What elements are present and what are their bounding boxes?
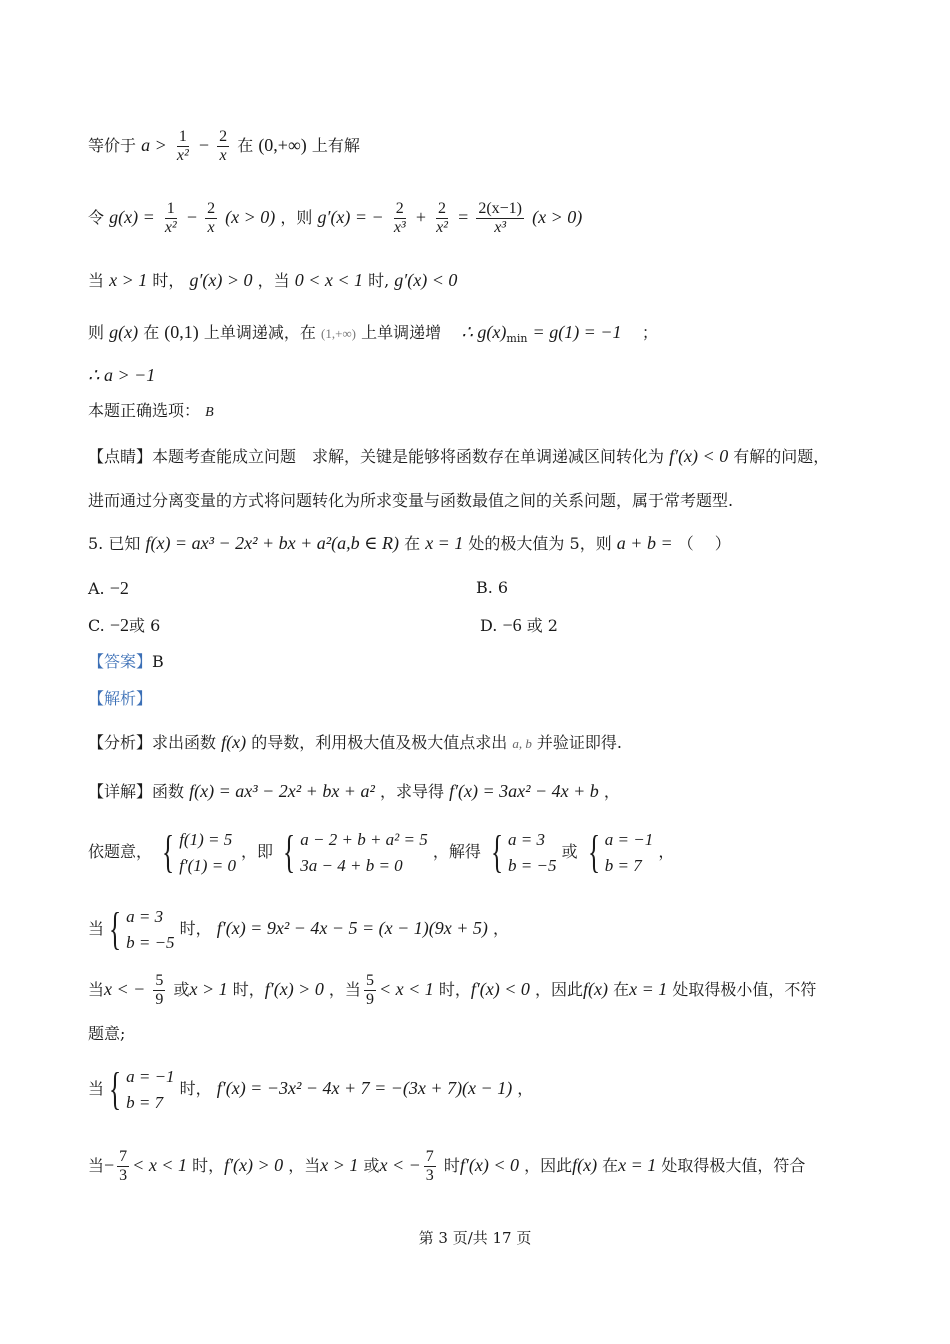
frac-den: x² bbox=[164, 219, 177, 236]
text: 上单调递增 bbox=[361, 323, 442, 342]
system-row: f′(1) = 0 bbox=[179, 855, 236, 875]
math: f′(x) < 0 bbox=[669, 446, 729, 466]
text: ，求导得 bbox=[379, 782, 444, 801]
system-row: a = 3 bbox=[508, 829, 546, 849]
fraction bbox=[364, 972, 376, 1009]
math: + bbox=[415, 207, 426, 227]
option-label: D. bbox=[480, 616, 498, 635]
text: 在 bbox=[143, 323, 160, 342]
frac-den: x bbox=[207, 219, 215, 236]
text: （ ） bbox=[677, 534, 731, 553]
frac-den: 3 bbox=[119, 1167, 128, 1184]
option-label: A. bbox=[88, 579, 105, 598]
math: 0 < x < 1 bbox=[294, 270, 364, 290]
math: − bbox=[198, 135, 210, 155]
math: f(x) bbox=[221, 732, 247, 752]
fraction bbox=[153, 972, 165, 1009]
system-row: b = 7 bbox=[126, 1092, 164, 1112]
frac-num: 1 bbox=[166, 200, 175, 217]
text: ，当 bbox=[328, 980, 361, 999]
math: x = 1 bbox=[629, 979, 668, 999]
frac-den: 9 bbox=[365, 991, 374, 1008]
frac-num: 1 bbox=[178, 128, 187, 145]
math: (0,1) bbox=[164, 322, 199, 342]
xiangjie-tag: 【详解】 bbox=[88, 782, 153, 801]
equation-system: { a = −1 b = 7 bbox=[108, 1062, 175, 1114]
frac-num: 2 bbox=[219, 128, 228, 145]
line-case-2 bbox=[88, 1058, 533, 1119]
text: 时， bbox=[179, 919, 212, 938]
line-case-1-end bbox=[88, 1022, 125, 1046]
math: x > 1 bbox=[109, 270, 148, 290]
frac-den: 3 bbox=[425, 1167, 434, 1184]
math: f(x) = ax³ − 2x² + bx + a²(a,b ∈ R) bbox=[145, 533, 399, 553]
option-value: −6 bbox=[502, 615, 522, 635]
math: g′(x) < 0 bbox=[394, 270, 458, 290]
fraction bbox=[424, 1148, 436, 1185]
system-row: a − 2 + b + a² = 5 bbox=[300, 829, 428, 849]
equation-system: { f(1) = 5 f′(1) = 0 bbox=[162, 825, 236, 877]
analysis-line bbox=[88, 687, 152, 711]
text: ， bbox=[658, 842, 675, 861]
math: g′(x) > 0 bbox=[189, 270, 253, 290]
option-rest: 或 2 bbox=[526, 616, 558, 635]
math: f′(x) = 9x² − 4x − 5 = (x − 1)(9x + 5) bbox=[216, 918, 488, 938]
math: ∴ g(x) bbox=[461, 322, 507, 342]
frac-num: 5 bbox=[365, 972, 374, 989]
text: 时， bbox=[152, 271, 185, 290]
fraction bbox=[117, 1148, 129, 1185]
text: ，当 bbox=[288, 1156, 321, 1175]
text: ，则 bbox=[280, 208, 313, 227]
frac-num: 2 bbox=[207, 200, 216, 217]
text: 处取得极大值，符合 bbox=[661, 1156, 806, 1175]
system-row: a = −1 bbox=[126, 1066, 175, 1086]
frac-den: x² bbox=[176, 147, 189, 164]
math: (x > 0) bbox=[532, 207, 583, 227]
math: = bbox=[458, 207, 469, 227]
text: ， bbox=[517, 1079, 534, 1098]
math: (0,+∞) bbox=[258, 135, 307, 155]
text: 在 bbox=[602, 1156, 619, 1175]
text: 当 bbox=[88, 1079, 105, 1098]
math: f(x) = ax³ − 2x² + bx + a² bbox=[189, 781, 375, 801]
text: ， bbox=[492, 919, 509, 938]
text: 时 bbox=[443, 1156, 460, 1175]
option-value: −2 bbox=[109, 615, 130, 635]
math: < x < 1 bbox=[132, 1155, 187, 1175]
text: 当 bbox=[88, 271, 105, 290]
system-row: a = 3 bbox=[126, 906, 164, 926]
text: 5. 已知 bbox=[88, 534, 141, 553]
math: g(x) bbox=[109, 322, 139, 342]
option-a[interactable] bbox=[88, 576, 129, 601]
system-row: 3a − 4 + b = 0 bbox=[300, 855, 403, 875]
text: 时， bbox=[179, 1079, 212, 1098]
text: 当 bbox=[88, 1156, 105, 1175]
text: 在 bbox=[237, 136, 254, 155]
question-5 bbox=[88, 531, 731, 556]
math: f′(x) = 3ax² − 4x + b bbox=[449, 781, 599, 801]
text: 上有解 bbox=[311, 136, 360, 155]
text: 时， bbox=[232, 980, 265, 999]
text: 求出函数 bbox=[152, 733, 217, 752]
math: a + b = bbox=[616, 533, 673, 553]
text: 处的极大值为 5，则 bbox=[468, 534, 612, 553]
text: 令 bbox=[88, 208, 105, 227]
text: ； bbox=[641, 323, 658, 342]
math: f′(x) > 0 bbox=[224, 1155, 284, 1175]
text: 依题意， bbox=[88, 842, 153, 861]
frac-num: 2 bbox=[395, 200, 404, 217]
text: 时, bbox=[368, 271, 390, 290]
commentary-tag: 【点睛】 bbox=[88, 447, 153, 466]
frac-num: 2(x−1) bbox=[478, 200, 522, 217]
math: f′(x) < 0 bbox=[470, 979, 530, 999]
fraction bbox=[392, 200, 408, 237]
answer-tag: 【答案】 bbox=[88, 652, 153, 671]
option-b[interactable] bbox=[476, 576, 508, 600]
frac-den: x³ bbox=[494, 219, 507, 236]
line-define-g bbox=[88, 200, 582, 237]
text: 题意; bbox=[88, 1024, 126, 1043]
frac-num: 5 bbox=[155, 972, 164, 989]
frac-den: x³ bbox=[393, 219, 406, 236]
math: − bbox=[104, 1155, 115, 1175]
math: f′(x) < 0 bbox=[459, 1155, 519, 1175]
fraction bbox=[175, 128, 191, 165]
frac-den: 9 bbox=[155, 991, 164, 1008]
text: 上单调递减，在 bbox=[203, 323, 316, 342]
math: (1,+∞) bbox=[321, 326, 357, 341]
system-row: b = −5 bbox=[126, 932, 175, 952]
fraction bbox=[434, 200, 450, 237]
frac-num: 7 bbox=[425, 1148, 434, 1165]
text: ，当 bbox=[257, 271, 290, 290]
text: ，因此 bbox=[524, 1156, 573, 1175]
frac-num: 7 bbox=[119, 1148, 128, 1165]
line-case-2-sign bbox=[88, 1148, 805, 1185]
subscript: min bbox=[506, 332, 528, 346]
line-correct-option bbox=[88, 399, 214, 425]
text: 则 bbox=[88, 323, 105, 342]
equation-system: { a = 3 b = −5 bbox=[108, 902, 175, 954]
math: (x > 0) bbox=[225, 207, 276, 227]
answer-line bbox=[88, 650, 164, 674]
math: f′(x) > 0 bbox=[264, 979, 324, 999]
equation-system: { a = −1 b = 7 bbox=[587, 825, 654, 877]
option-rest: 或 6 bbox=[129, 616, 161, 635]
math: x = 1 bbox=[618, 1155, 657, 1175]
text: 本题考查能成立问题 求解，关键是能够将函数存在单调递减区间转化为 bbox=[152, 447, 665, 466]
text: 本题正确选项： bbox=[88, 401, 201, 420]
option-d[interactable] bbox=[480, 613, 558, 638]
math: g′(x) = − bbox=[317, 207, 384, 227]
equation-system: { a = 3 b = −5 bbox=[490, 825, 557, 877]
text: 等价于 bbox=[88, 136, 137, 155]
text: 或 bbox=[363, 1156, 380, 1175]
line-commentary-cont bbox=[88, 489, 733, 513]
frac-den: x² bbox=[436, 219, 448, 236]
text: 并验证即得. bbox=[536, 733, 622, 752]
text: 或 bbox=[173, 980, 190, 999]
math: a > bbox=[141, 135, 167, 155]
option-value: −2 bbox=[109, 578, 129, 598]
text: ，因此 bbox=[535, 980, 584, 999]
math: f(x) bbox=[572, 1155, 598, 1175]
line-equivalent-condition bbox=[88, 128, 360, 165]
fraction bbox=[205, 200, 217, 237]
fraction bbox=[476, 200, 524, 237]
line-monotonicity bbox=[88, 320, 658, 351]
math: = g(1) = −1 bbox=[532, 322, 622, 342]
line-commentary bbox=[88, 444, 829, 469]
text: 进而通过分离变量的方式将问题转化为所求变量与函数最值之间的关系问题，属于常考题型. bbox=[88, 491, 734, 510]
option-c[interactable] bbox=[88, 613, 160, 638]
frac-num: 2 bbox=[438, 200, 447, 217]
line-sign-of-derivative bbox=[88, 268, 457, 293]
math: x < − bbox=[104, 979, 146, 999]
fraction bbox=[163, 200, 179, 237]
system-row: b = −5 bbox=[508, 855, 557, 875]
fraction bbox=[217, 128, 229, 165]
equation-system: { a − 2 + b + a² = 5 3a − 4 + b = 0 bbox=[283, 825, 428, 877]
math: x < − bbox=[379, 1155, 421, 1175]
analysis-tag: 【解析】 bbox=[88, 689, 153, 708]
system-row: a = −1 bbox=[604, 829, 654, 849]
option-label: B. 6 bbox=[476, 578, 509, 597]
text: 函数 bbox=[152, 782, 185, 801]
answer-value: B bbox=[152, 652, 164, 671]
line-fenxi bbox=[88, 730, 622, 756]
text: 时， bbox=[192, 1156, 225, 1175]
page-footer: 第 3 页/共 17 页 bbox=[418, 1229, 532, 1247]
math: B bbox=[205, 405, 214, 420]
system-row: f(1) = 5 bbox=[179, 829, 233, 849]
math: < x < 1 bbox=[378, 979, 434, 999]
text: ，解得 bbox=[432, 842, 481, 861]
text: 时， bbox=[438, 980, 471, 999]
text: 当 bbox=[88, 980, 105, 999]
line-conclusion-a bbox=[88, 363, 155, 388]
text: 在 bbox=[404, 534, 421, 553]
text: ， bbox=[603, 782, 620, 801]
text: ，即 bbox=[241, 842, 274, 861]
system-row: b = 7 bbox=[604, 855, 642, 875]
math: f′(x) = −3x² − 4x + 7 = −(3x + 7)(x − 1) bbox=[216, 1078, 513, 1098]
math: ∴ a > −1 bbox=[88, 365, 156, 385]
math: g(x) = bbox=[109, 207, 155, 227]
text: 的导数，利用极大值及极大值点求出 bbox=[251, 733, 508, 752]
fenxi-tag: 【分析】 bbox=[88, 733, 153, 752]
math: x = 1 bbox=[425, 533, 464, 553]
text: 或 bbox=[561, 842, 578, 861]
text: 有解的问题， bbox=[733, 447, 830, 466]
math: x > 1 bbox=[189, 979, 228, 999]
option-label: C. bbox=[88, 616, 105, 635]
math: f(x) bbox=[583, 979, 608, 999]
line-case-1 bbox=[88, 898, 509, 959]
line-xiangjie bbox=[88, 779, 620, 804]
text: 当 bbox=[88, 919, 105, 938]
math: a, b bbox=[512, 736, 532, 751]
math: x > 1 bbox=[320, 1155, 359, 1175]
line-case-1-sign bbox=[88, 972, 816, 1009]
line-system-equations bbox=[88, 822, 674, 882]
text: 处取得极小值，不符 bbox=[672, 980, 817, 999]
text: 在 bbox=[613, 980, 630, 999]
math: − bbox=[186, 207, 197, 227]
frac-den: x bbox=[219, 147, 227, 164]
